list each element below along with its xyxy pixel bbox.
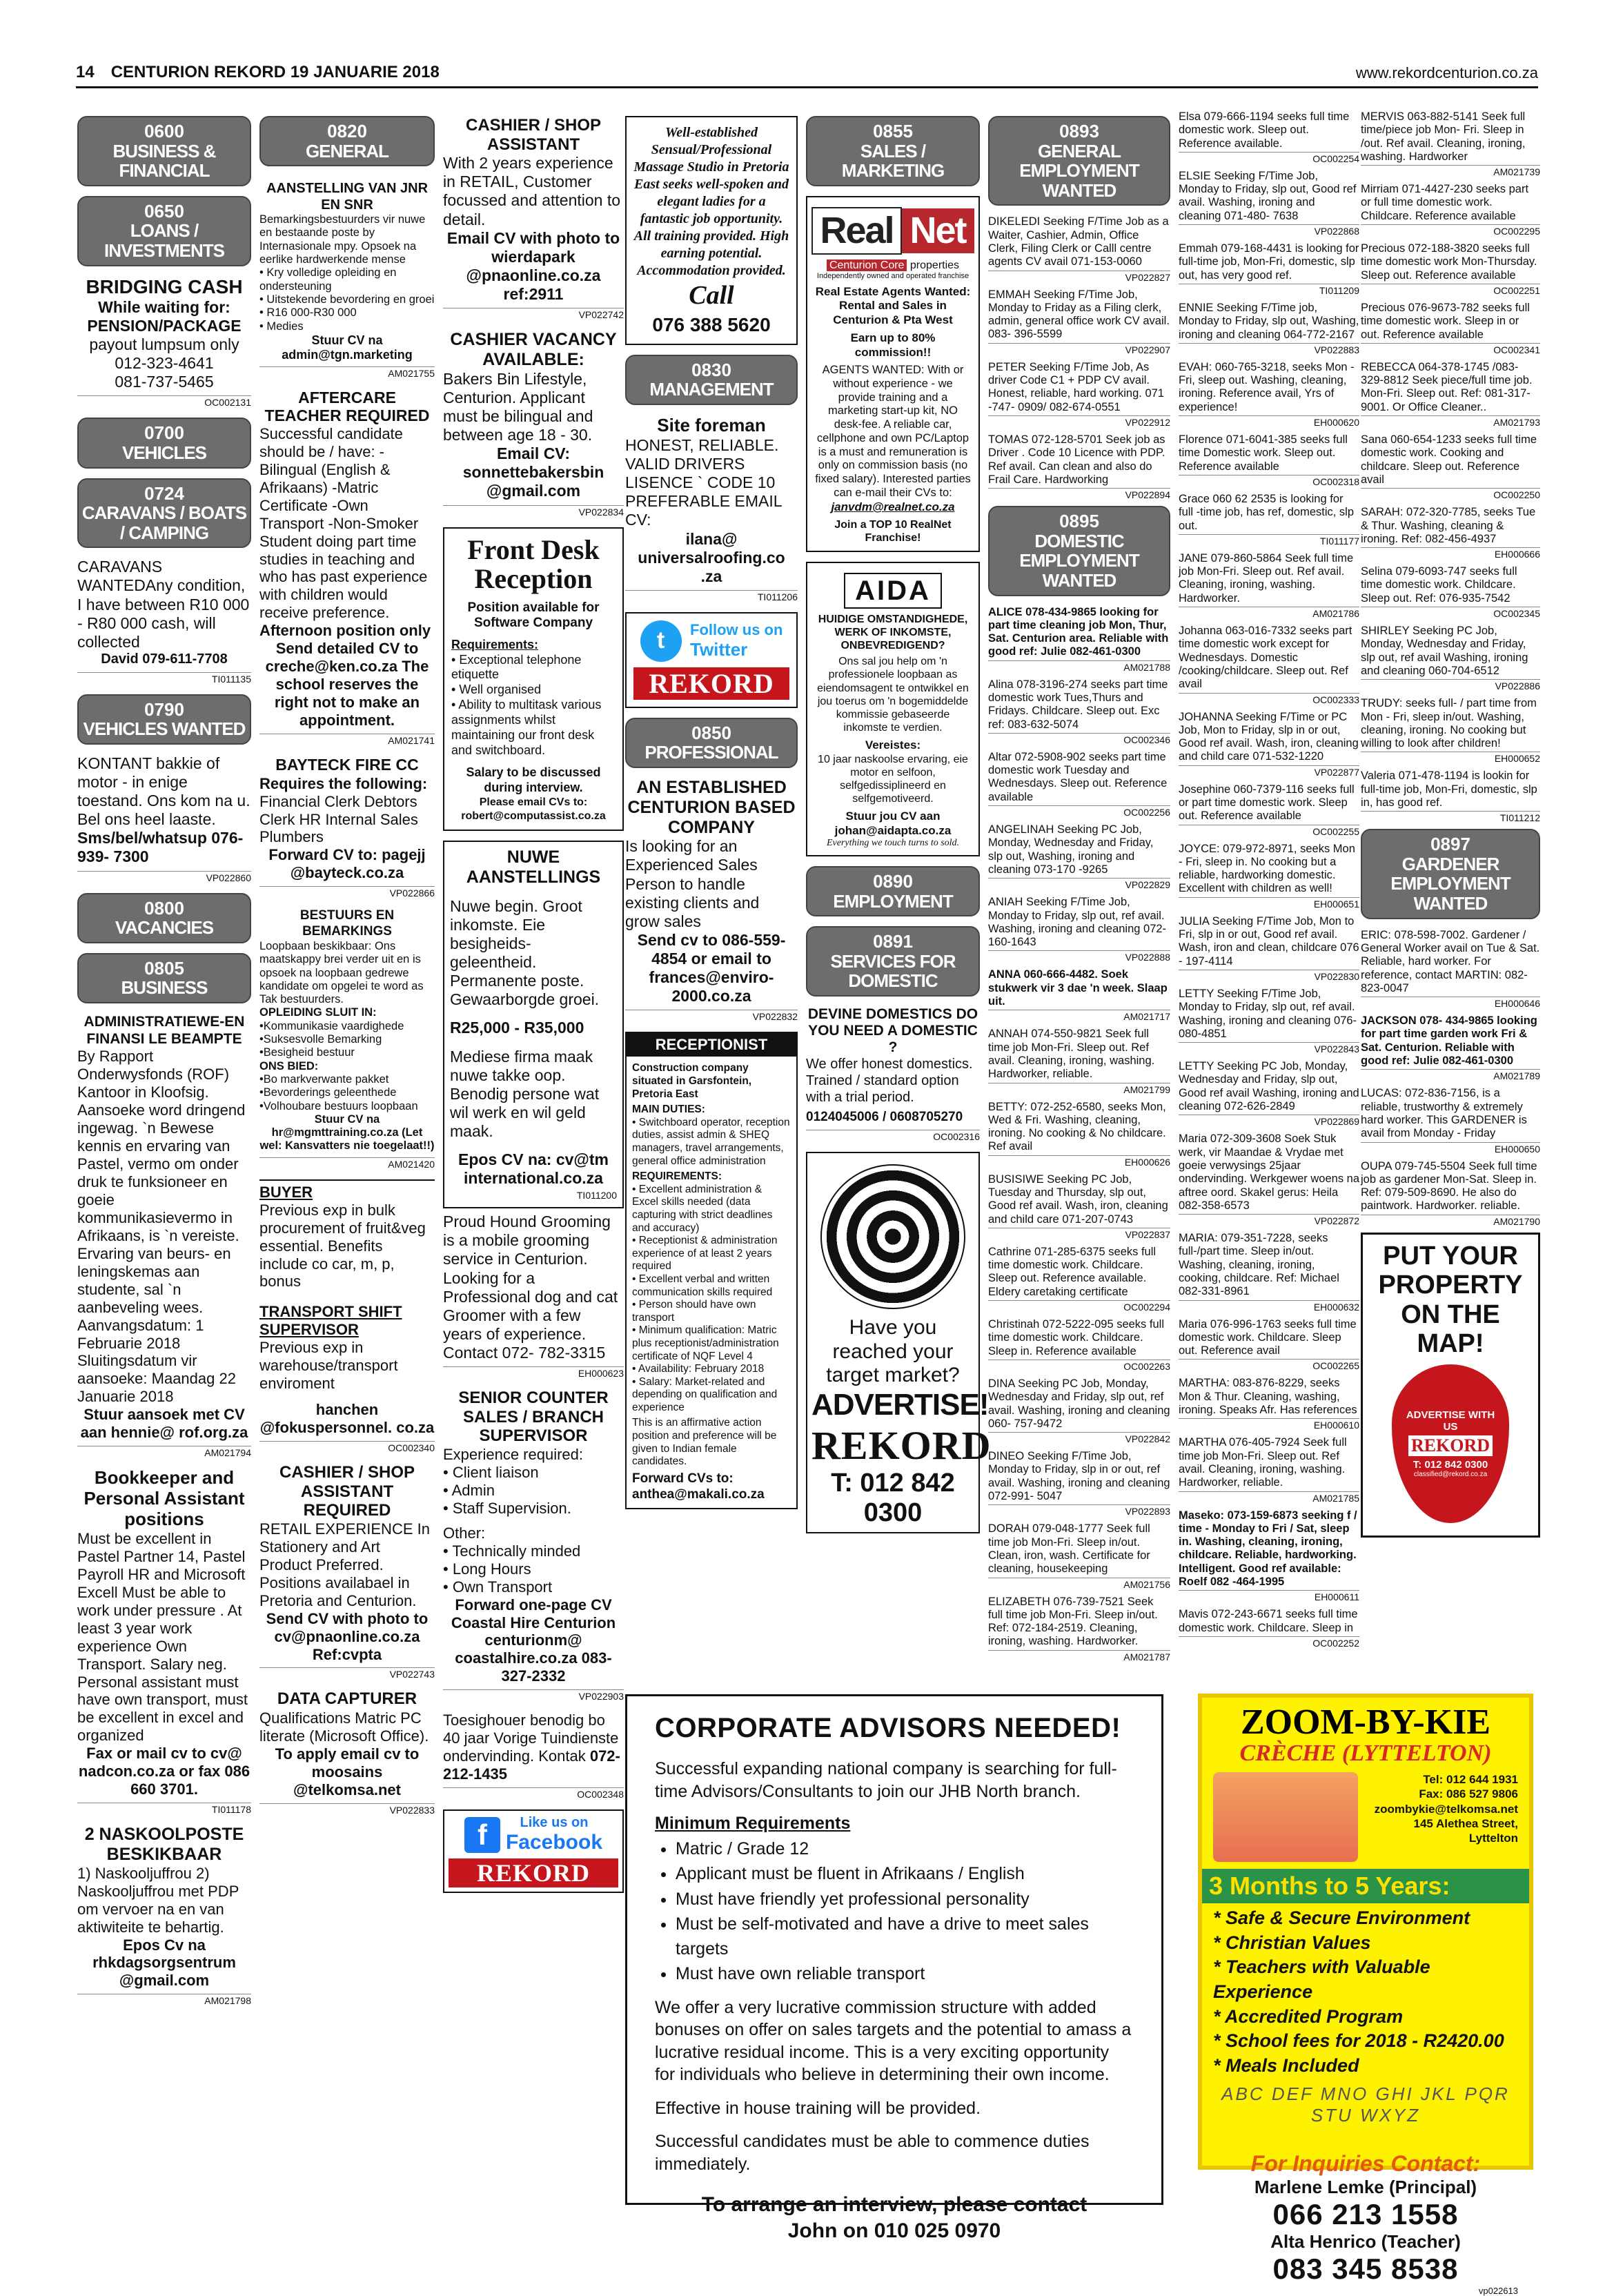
classified-ad: PETER Seeking F/Time Job, As driver Code C1 + PDP CV avail. Honest, reliable, hard working. 071 -747- 0909/ 082-674-0551 [988, 360, 1164, 413]
ad-ref: OC002333 [1179, 693, 1359, 705]
classified-ad: MARTHA 076-405-7924 Seek full time job Mon-Fri. Sleep out. Ref avail. Cleaning, ironing, washing. Hardworker, reliable. [1179, 1436, 1347, 1489]
classified-ad: DEVINE DOMESTICS DO YOU NEED A DOMESTIC ? We offer honest domestics. Trained / standard option with a trial period. 0124045006 / 0608705270 [806, 1006, 978, 1125]
classified-ad: 2 NASKOOLPOSTE BESKIKBAAR 1) Naskooljuffrou 2) Naskooljuffrou met PDP om vervoer na en van aktiwiteite te behartig. Epos Cv na rhkdagsorgsentrum @gmail.com [77, 1825, 244, 1990]
classified-ad: SARAH: 072-320-7785, seeks Tue & Thur. Washing, cleaning & ironing. Ref: 082-456-4937 [1361, 506, 1536, 545]
ad-ref: OC002345 [1361, 607, 1540, 619]
ad-ref: OC002251 [1361, 284, 1540, 296]
classified-ad: LUCAS: 072-836-7156, is a reliable, trustworthy & extremely hard worker. This GARDENER is avail from Monday - Friday [1361, 1087, 1527, 1140]
category-header: 0850 PROFESSIONAL [625, 718, 798, 768]
ad-ref: OC002263 [988, 1360, 1170, 1372]
list-item: • Ability to multitask various assignments whilst maintaining our front desk and switchboard. [451, 698, 616, 758]
ad-ref: EH000611 [1179, 1590, 1359, 1602]
ad-ref: TI011178 [77, 1803, 251, 1815]
classified-ad: Maria 076-996-1763 seeks full time domestic work. Childcare. Sleep out. Reference avail [1179, 1317, 1357, 1357]
front-desk-ad: Front Desk Reception Position available for Software Company Requirements: • Exceptional telephone etiquette • Well organised • Ability to multitask various assignments whilst maintaining our front desk and switchboard. Salary to be discussed during interview. Please email CVs to: robert@computassist.co.za [443, 527, 624, 832]
zoom-contact-phone: 083 345 8538 [1272, 2253, 1459, 2286]
classified-ad: AN ESTABLISHED CENTURION BASED COMPANY Is looking for an Experienced Sales Person to handle existing clients and grow sales Send cv to 086-559-4854 or email to frances@enviro-2000.co.za [625, 778, 796, 1005]
ad-ref: VP022872 [1179, 1214, 1359, 1226]
category-header: 0830 MANAGEMENT [625, 355, 798, 405]
ad-ref: TI011135 [77, 672, 251, 685]
ad-ref: VP022893 [988, 1504, 1170, 1517]
category-header: 0890 EMPLOYMENT [806, 866, 980, 916]
column-4 [625, 116, 798, 1519]
classified-ad: Cathrine 071-285-6375 seeks full time domestic work. Childcare. Sleep out. Reference available. Eldery caretaking certificate [988, 1245, 1157, 1298]
classified-ad: ELIZABETH 076-739-7521 Seek full time job Mon-Fri. Sleep in/out. Ref: 072-184-2519. Cleaning, ironing, washing. Hardworker. [988, 1595, 1158, 1648]
classified-ad: Alina 078-3196-274 seeks part time domestic work Tues,Thurs and Fridays. Childcare. Sleep out. Exc ref: 083-632-5074 [988, 678, 1168, 731]
classified-ad: BESTUURS EN BEMARKINGS Loopbaan beskikbaar: Ons maatskappy brei verder uit en is opsoek na loopbaan gedrewe kandidate om opgelei te word as Tak bestuurders. OPLEIDING SLUIT IN: •Kommunikasie vaardighede •Suksesvolle Bemarking •Besigheid bestuur ONS BIED: •Bo markverwante pakket •Bevorderings geleenthede •Volhoubare bestuurs loopbaan Stuur CV na hr@mgmttraining.co.za (Let wel: Kansvatters nie toegelaat!!) [259, 908, 435, 1152]
ad-ref: AM021756 [988, 1578, 1170, 1590]
classified-ad: CARAVANS WANTEDAny condition, I have between R10 000 - R80 000 cash, will collected David 079-611-7708 [77, 558, 250, 667]
ad-ref: TI011206 [625, 590, 798, 602]
corp-req-heading: Minimum Requirements [655, 1814, 851, 1833]
zoom-by-kie-ad [1198, 1694, 1533, 2296]
zoom-age-range: 3 Months to 5 Years: [1202, 1869, 1529, 1903]
list-item: • Client liaison [443, 1464, 624, 1482]
ad-ref: OC002252 [1179, 1636, 1359, 1649]
classified-ad: CASHIER VACANCY AVAILABLE: Bakers Bin Lifestyle, Centurion. Applicant must be bilingual and between age 18 - 30. Email CV: sonnettebakersbin @gmail.com [443, 330, 617, 500]
list-item: • Salary: Market-related and depending on qualification and experience [632, 1376, 791, 1415]
list-item: • Availability: February 2018 [632, 1363, 791, 1376]
ad-ref: VP022869 [1179, 1115, 1359, 1127]
classified-ad: Josephine 060-7379-116 seeks full or part time domestic work. Sleep out. Reference available [1179, 783, 1355, 823]
list-item: • Admin [443, 1482, 624, 1500]
ad-ref: OC002341 [1361, 343, 1540, 355]
ad-ref: TI011212 [1361, 811, 1540, 823]
list-item: • Must have friendly yet professional personality [676, 1887, 1134, 1912]
ad-ref: OC002294 [988, 1300, 1170, 1313]
ad-ref: TI011209 [1179, 284, 1359, 296]
classified-ad: ERIC: 078-598-7002. Gardener / General Worker avail on Tue & Sat. Reliable, hard worker. For reference, contact MARTIN: 082-823-0047 [1361, 928, 1540, 994]
page-number: 14 [76, 63, 95, 81]
classified-ad: DINA Seeking PC Job, Monday, Wednesday and Friday, slp out, ref avail. Washing, ironing and cleaning 060- 757-9472 [988, 1377, 1170, 1430]
classified-ad: Valeria 071-478-1194 is lookin for full-time job, Mon-Fri, domestic, slp in, has good ref. [1361, 769, 1537, 809]
category-header: 0600 BUSINESS & FINANCIAL [77, 116, 251, 186]
classified-ad: Site foreman HONEST, RELIABLE. VALID DRIVERS LISENCE ` CODE 10 PREFERABLE EMAIL CV: ilana@ universalroofing.co .za [625, 414, 785, 585]
ad-ref: OC002131 [77, 395, 251, 408]
category-header: 0897 GARDENER EMPLOYMENT WANTED [1361, 829, 1540, 919]
classified-ad: Selina 079-6093-747 seeks full time domestic work. Childcare. Sleep out. Ref: 076-935-7542 [1361, 565, 1517, 605]
classified-ad: Altar 072-5908-902 seeks part time domestic work Tuesday and Wednesdays. Sleep out. Reference available [988, 750, 1168, 803]
classified-ad: Maria 072-309-3608 Soek Stuk werk, vir Maandae & Vrydae met goeie verwysings 25jaar ondervinding. Werkgewer woens na aftree oord. Skakel gerus: Heila 082-358-6573 [1179, 1132, 1360, 1212]
ad-ref: OC002348 [443, 1787, 624, 1800]
put-property-promo[interactable]: PUT YOUR PROPERTY ON THE MAP! ADVERTISE WITH US REKORD T: 012 842 0300 classified@rekord.co.za [1361, 1233, 1540, 1538]
ad-ref: VP022877 [1179, 765, 1359, 778]
ad-ref: VP022829 [988, 878, 1170, 890]
zoom-email: zoombykie@telkomsa.net [1374, 1802, 1518, 1816]
zoom-feature: * Accredited Program [1213, 2005, 1404, 2027]
ad-ref: TI011200 [576, 1190, 617, 1201]
ad-ref: AM021755 [259, 366, 435, 379]
classified-ad: MARIA: 079-351-7228, seeks full-/part time. Sleep in/out. Washing, cleaning, ironing, cooking, childcare. Ref: Michael 082-331-8961 [1179, 1232, 1339, 1298]
ad-ref: OC002340 [259, 1441, 435, 1453]
classified-ad: EMMAH Seeking F/Time Job, Monday to Friday as a Filing clerk, admin, general office work CV avail. 083- 396-5599 [988, 288, 1170, 341]
classified-ad: ALICE 078-434-9865 looking for part time cleaning job Mon, Thur, Sat. Centurion area. Reliable with good ref: Julie 082-461-0300 [988, 605, 1169, 658]
ad-ref: AM021788 [988, 660, 1170, 673]
category-header: 0650 LOANS / INVESTMENTS [77, 196, 251, 266]
column-2 [259, 116, 435, 1825]
zoom-contact-name: Marlene Lemke (Principal) [1254, 2177, 1477, 2198]
zoom-fax: Fax: 086 527 9806 [1419, 1787, 1518, 1801]
ad-ref: VP022827 [988, 271, 1170, 283]
classified-ad: ADMINISTRATIEWE-EN FINANSI LE BEAMPTE By Rapport Onderwysfonds (ROF) Kantoor in Kloofsig. Aansoeke word dringend ingewag. `n Bewese kennis en ervaring van Pastel, vermo om onder druk te funksioneer en goeie kommunikasievermo in Afrikaans, is `n vereiste. Ervaring van beurs- en leningskemas aan studente, sal `n aanbeveling wees. Aanvangsdatum: 1 Februarie 2018 Sluitingsdatum vir aansoeke: Maandag 22 Januarie 2018 Stuur aansoek met CV aan hennie@ rof.org.za [77, 1013, 248, 1442]
paper-title: CENTURION REKORD 19 JANUARIE 2018 [110, 63, 440, 81]
ad-ref: VP022833 [259, 1803, 435, 1816]
ad-ref: AM021420 [259, 1157, 435, 1170]
corp-intro: Successful expanding national company is searching for full-time Advisors/Consultants to join our JHB North branch. [655, 1759, 1117, 1801]
ad-ref: OC002346 [988, 733, 1170, 745]
ad-ref: VP022843 [1179, 1042, 1359, 1054]
classified-ad: Grace 060 62 2535 is looking for full -time job, has ref, domestic, slp out. [1179, 492, 1355, 532]
classified-ad: Maseko: 073-159-6873 seeking f / time - Monday to Fri / Sat, sleep in. Washing, cleaning, ironing, childcare. Reliable, hardworking. Intelligent. Good ref available: Roelf 082 -464-1995 [1179, 1509, 1357, 1589]
category-header: 0891 SERVICES FOR DOMESTIC [806, 926, 980, 997]
ad-ref: VP022866 [259, 886, 435, 899]
ad-ref: AM021790 [1361, 1215, 1540, 1227]
category-header: 0700 VEHICLES [77, 418, 251, 468]
corp-text: Effective in house training will be provided. [655, 2098, 981, 2118]
ad-ref: VP022868 [1179, 224, 1359, 237]
classified-ad: Proud Hound Grooming is a mobile grooming service in Centurion. Looking for a Professional dog and cat Groomer with a few years of experience. Contact 072- 782-3315 [443, 1213, 618, 1362]
classified-ad: Emmah 079-168-4431 is looking for full-time job, Mon-Fri, domestic, slp out, has very good ref. [1179, 242, 1359, 282]
zoom-title: ZOOM-BY-KIE [1240, 1703, 1491, 1742]
ad-ref: EH000650 [1361, 1142, 1540, 1155]
ad-ref: VP022830 [1179, 970, 1359, 982]
list-item: • Excellent verbal and written communication skills required [632, 1273, 791, 1299]
classified-ad: BAYTECK FIRE CC Requires the following: Financial Clerk Debtors Clerk HR Internal Sales Plumbers Forward CV to: pagejj @bayteck.co.za [259, 756, 428, 882]
ad-ref: OC002250 [1361, 488, 1540, 500]
classified-ad: Precious 072-188-3820 seeks full time domestic work Mon-Thursday. Sleep out. Reference available [1361, 242, 1537, 282]
classified-ad: MARTHA: 083-876-8229, seeks Mon & Thur. Cleaning, washing, ironing. Speaks Afr. Has references [1179, 1377, 1357, 1417]
ad-ref: OC002255 [1179, 825, 1359, 837]
column-6 [988, 116, 1170, 1668]
site-url[interactable]: www.rekordcenturion.co.za [1355, 64, 1538, 81]
page-header [76, 61, 1538, 88]
ad-ref: AM021741 [259, 734, 435, 746]
category-header: 0893 GENERAL EMPLOYMENT WANTED [988, 116, 1170, 206]
ad-ref: VP022888 [988, 950, 1170, 963]
column-8 [1361, 110, 1540, 1538]
classified-ad: OUPA 079-745-5504 Seek full time job as gardener Mon-Sat. Sleep in. Ref: 079-509-8690. He also do paintwork. Hardworker. reliable. [1361, 1159, 1537, 1213]
classified-ad: Elsa 079-666-1194 seeks full time domestic work. Sleep out. Reference available. [1179, 110, 1350, 150]
classified-ad: LETTY Seeking F/Time Job, Monday to Friday, slp out, ref avail. Washing, ironing and cleaning 076-080-4851 [1179, 987, 1357, 1040]
classified-ad: CASHIER / SHOP ASSISTANT With 2 years experience in RETAIL, Customer focussed and attention to detail. Email CV with photo to wierdapark @pnaonline.co.za ref:2911 [443, 116, 621, 304]
ad-ref: OC002295 [1361, 224, 1540, 237]
ad-ref: VP022883 [1179, 343, 1359, 355]
ad-ref: VP022912 [988, 415, 1170, 428]
aida-ad: AIDA HUIDIGE OMSTANDIGHEDE, WERK OF INKOMSTE, ONBEVREDIGEND? Ons sal jou help om 'n professionele loopbaan as eiendomsagent te ontwikkel en jou toerus om 'n bogemiddelde kommissie gebaseerde inkomste te verdien. Vereistes: 10 jaar naskoolse ervaring, eie motor en selfoon, selfgedissiplineerd en selfgemotiveerd. Stuur jou CV aan johan@aidapta.co.za Everything we touch turns to sold. [806, 562, 980, 856]
category-header: 0820 GENERAL [259, 116, 435, 166]
list-item: • Kry volledige opleiding en ondersteuning [259, 266, 435, 293]
classified-ad: JULIA Seeking F/Time Job, Mon to Fri, slp in or out, Good ref avail. Wash, iron and clean, childcare 076 - 197-4114 [1179, 914, 1359, 968]
classified-ad: BETTY: 072-252-6580, seeks Mon, Wed & Fri. Washing, cleaning, ironing. No cooking & No childcare. Ref avail [988, 1100, 1166, 1153]
ad-ref: VP022860 [77, 871, 251, 883]
category-header: 0724 CARAVANS / BOATS / CAMPING [77, 478, 251, 549]
list-item: • Applicant must be fluent in Afrikaans / English [676, 1861, 1134, 1886]
ad-ref: AM021739 [1361, 165, 1540, 177]
realnet-ad: Real Net Centurion Core properties Independently owned and operated franchise Real Estate Agents Wanted: Rental and Sales in Centurion & Pta West Earn up to 80% commission!! AGENTS WANTED: With or without experience - we provide training and a marketing start-up kit, NO desk-fee. A reliable car, cellphone and own PC/Laptop is a must and remuneration is only on commission basis (no fixed salary). Interested parties can e-mail their CVs to: janvdm@realnet.co.za Join a TOP 10 RealNet Franchise! [806, 196, 980, 552]
ad-ref: EH000646 [1361, 997, 1540, 1009]
zoom-tel: Tel: 012 644 1931 [1423, 1773, 1518, 1786]
classified-ad: ENNIE Seeking F/Time job, Monday to Friday, slp out, Washing, ironing and cleaning 064-772-2167 [1179, 301, 1359, 341]
ad-ref: EH000610 [1179, 1418, 1359, 1431]
twitter-icon: t [640, 620, 682, 662]
receptionist-ad: RECEPTIONIST Construction company situated in Garsfontein, Pretoria East MAIN DUTIES: • Switchboard operator, reception duties, assist admin & SHEQ managers, travel arrangements, general office administration REQUIREMENTS: • Excellent administration & Excel skills needed (data capturing with strict deadlines and accuracy) • Receptionist & administration experience of at least 2 years required • Excellent verbal and written communication skills required • Person should have own transport • Minimum qualification: Matric plus receptionist/administration certificate of NQF Level 4 • Availability: February 2018 • Salary: Market-related and depending on qualification and experience This is an affirmative action position and preference will be given to Indian female candidates. Forward CVs to: anthea@makali.co.za [625, 1032, 798, 1509]
ad-ref: VP022903 [443, 1689, 624, 1702]
category-header: 0790 VEHICLES WANTED [77, 694, 251, 745]
list-item: • Long Hours [443, 1560, 624, 1578]
ad-ref: OC002318 [1179, 475, 1359, 487]
classified-ad: BUYER Previous exp in bulk procurement of fruit&veg essential. Benefits include co car, m, p, bonus TRANSPORT SHIFT SUPERVISOR Previous exp in warehouse/transport enviroment hanchen @fokuspersonnel. co.za [259, 1179, 435, 1437]
corp-cta-contact: John on 010 025 0970 [787, 2219, 1001, 2242]
classified-ad: BRIDGING CASH While waiting for: PENSION/PACKAGE payout lumpsum only 012-323-4641 081-737-5465 [86, 275, 243, 391]
corporate-advisors-ad [625, 1694, 1163, 2242]
ad-ref: OC002265 [1179, 1359, 1359, 1371]
classified-ad: ANIAH Seeking F/Time Job, Monday to Friday, slp out, ref avail. Washing, ironing and cleaning 072-160-1643 [988, 896, 1167, 949]
classified-ad: NUWE AANSTELLINGS Nuwe begin. Groot inkomste. Eie besigheids-geleentheid. Permanente poste. Gewaarborgde groei. R25,000 - R35,000 Mediese firma maak nuwe takke oop. Benodig persone wat wil werk en wil geld maak. Epos CV na: cv@tm international.co.za TI011200 [443, 841, 624, 1208]
classified-ad: BUSISIWE Seeking PC Job, Tuesday and Thursday, slp out, Good ref avail. Wash, iron, cleaning and child care 071-207-0743 [988, 1172, 1168, 1226]
dartboard-icon [820, 1164, 965, 1309]
classified-ad: Bookkeeper and Personal Assistant positions Must be excellent in Pastel Partner 14, Pastel Payroll HR and Microsoft Excell Must be able to work under pressure . At least 3 year work experience Own Transport. Salary neg. Personal assistant must have own transport, must be excellent in excel and organized Fax or mail cv to cv@ nadcon.co.za or fax 086 660 3701. [77, 1467, 250, 1798]
column-5 [806, 116, 992, 1533]
classified-ad: TOMAS 072-128-5701 Seek job as Driver . Code 10 Licence with PDP. Ref avail. Can clean and also do Frail Care. Hardworking [988, 433, 1165, 486]
column-3 [443, 116, 624, 1903]
column-7 [1179, 110, 1359, 1654]
classified-ad: JANE 079-860-5864 Seek full time job Mon-Fri. Sleep out. Ref avail. Cleaning, ironing, washing. Hardworker. [1179, 551, 1354, 605]
classified-ad: Toesighouer benodig bo 40 jaar Vorige Tuindienste ondervinding. Kontak 072-212-1435 [443, 1711, 620, 1783]
classified-ad: JOHANNA Seeking F/Time or PC Job, Mon to Friday, slp in or out, Good ref avail. Wash, iron, cleaning and child care 071-532-1220 [1179, 710, 1359, 763]
list-item: • Own Transport [443, 1578, 624, 1596]
ad-ref: AM021785 [1179, 1491, 1359, 1504]
classified-ad: ELSIE Seeking F/Time Job, Monday to Friday, slp out, Good ref avail. Washing, ironing and cleaning 071-480- 7638 [1179, 169, 1357, 222]
classified-ad: Christinah 072-5222-095 seeks full time domestic work. Childcare. Sleep in. Reference available [988, 1318, 1164, 1357]
ad-ref: AM021789 [1361, 1069, 1540, 1081]
abc-decoration: ABC DEF MNO GHI JKL PQR STU WXYZ [1221, 2083, 1510, 2126]
ad-ref: VP022907 [988, 343, 1170, 355]
classified-ad: Sana 060-654-1233 seeks full time domestic work. Cooking and childcare. Sleep out. Reference avail [1361, 433, 1537, 486]
list-item: • Must be self-motivated and have a drive to meet sales targets [676, 1912, 1134, 1962]
list-item: • Exceptional telephone etiquette [451, 653, 616, 683]
zoom-feature: * Christian Values [1213, 1932, 1371, 1953]
ad-ref: AM021717 [988, 1010, 1170, 1022]
twitter-promo[interactable]: t Follow us on Twitter REKORD [625, 612, 798, 708]
ad-ref: AM021798 [77, 1994, 251, 2006]
list-item: • Switchboard operator, reception duties, assist admin & SHEQ managers, travel arrangements, general office administration [632, 1117, 791, 1168]
corp-cta: To arrange an interview, please contact [701, 2193, 1088, 2216]
ad-ref: OC002254 [1179, 152, 1359, 164]
ad-ref: TI011177 [1179, 534, 1359, 547]
classified-ad: Florence 071-6041-385 seeks full time Domestic work. Sleep out. Reference available [1179, 433, 1348, 473]
zoom-feature: * Safe & Secure Environment [1213, 1907, 1470, 1928]
zoom-feature: * School fees for 2018 - R2420.00 [1213, 2030, 1504, 2052]
map-pin-icon: ADVERTISE WITH US REKORD T: 012 842 0300 classified@rekord.co.za [1392, 1364, 1509, 1523]
list-item: • Excellent administration & Excel skills needed (data capturing with strict deadlines and accuracy) [632, 1184, 791, 1235]
category-header: 0805 BUSINESS [77, 953, 251, 1003]
classified-ad: Mirriam 071-4427-230 seeks part or full time domestic work. Childcare. Reference available [1361, 183, 1529, 222]
list-item: • Medies [259, 320, 435, 333]
advertise-promo[interactable]: Have you reached your target market? ADVERTISE! REKORD T: 012 842 0300 [806, 1152, 980, 1533]
classified-ad: AFTERCARE TEACHER REQUIRED Successful candidate should be / have: -Bilingual (English & Afrikaans) -Matric Certificate -Own Transport -Non-Smoker Student doing part time studies in teaching and who has past experience with children would receive preference. Afternoon position only Send detailed CV to creche@ken.co.za The school reserves the right not to make an appointment. [259, 388, 431, 729]
classified-ad: KONTANT bakkie of motor - in enige toestand. Ons kom na u. Bel ons heel laaste. Sms/bel/whatsup 076-939- 7300 [77, 754, 250, 866]
classified-ad: ANGELINAH Seeking PC Job, Monday, Wednesday and Friday, slp out, Washing, ironing and cleaning 073-170 -9265 [988, 823, 1154, 876]
ad-ref: VP022842 [988, 1432, 1170, 1444]
classified-ad: DIKELEDI Seeking F/Time Job as a Waiter, Cashier, Admin, Office Clerk, Filing Clerk or Calll centre agents CV avail 071-153-0060 [988, 215, 1169, 268]
ad-ref: VP022832 [625, 1010, 798, 1022]
facebook-promo[interactable]: f Like us on Facebook REKORD [443, 1809, 624, 1893]
classified-ad: EVAH: 060-765-3218, seeks Mon - Fri, sleep out. Washing, cleaning, ironing. Reference avail, Yrs of experience! [1179, 360, 1355, 413]
ad-ref: OC002256 [988, 805, 1170, 818]
classified-ad: SHIRLEY Seeking PC Job, Monday, Wednesday and Friday, slp out, ref avail Washing, ironing and cleaning 060-704-6512 [1361, 625, 1528, 677]
list-item: • Uitstekende bevordering en groei [259, 293, 435, 306]
ad-ref: VP022834 [443, 505, 624, 518]
facebook-icon: f [464, 1817, 500, 1853]
ad-ref: EH000666 [1361, 547, 1540, 560]
children-image [1213, 1772, 1358, 1862]
ad-ref: EH000623 [443, 1366, 624, 1379]
ad-ref: OC002316 [806, 1130, 980, 1142]
category-header: 0855 SALES / MARKETING [806, 116, 980, 186]
ad-ref: AM021786 [1179, 607, 1359, 619]
ad-ref: EH000652 [1361, 752, 1540, 764]
ad-ref: VP022742 [443, 308, 624, 320]
list-item: • R16 000-R30 000 [259, 306, 435, 320]
zoom-feature: * Teachers with Valuable Experience [1213, 1956, 1430, 2002]
classified-ad: Well-established Sensual/Professional Massage Studio in Pretoria East seeks well-spoken and elegant ladies for a fantastic job opportunity. All training provided. High earning potential. Accommodation provided. Call 076 388 5620 [625, 116, 798, 345]
ad-ref: AM021793 [1361, 415, 1540, 428]
list-item: • Person should have own transport [632, 1299, 791, 1324]
ad-ref: VP022743 [259, 1667, 435, 1680]
list-item: • Technically minded [443, 1542, 624, 1560]
classified-ad: ANNA 060-666-4482. Soek stukwerk vir 3 dae 'n week. Slaap uit. [988, 968, 1168, 1008]
corp-text: Successful candidates must be able to commence duties immediately. [655, 2132, 1090, 2174]
ad-ref: EH000632 [1179, 1300, 1359, 1313]
ad-ref: EH000651 [1179, 897, 1359, 910]
classified-ad: JACKSON 078- 434-9865 looking for part time garden work Fri & Sat. Centurion. Reliable with good ref: Julie 082-461-0300 [1361, 1014, 1537, 1068]
classified-ad: Mavis 072-243-6671 seeks full time domestic work. Childcare. Sleep in [1179, 1608, 1358, 1634]
ad-ref: VP022886 [1361, 679, 1540, 691]
classified-ad: Johanna 063-016-7332 seeks part time domestic work except for Wednesdays. Domestic /cooking/childcare. Sleep out. Ref avail [1179, 625, 1352, 691]
ad-ref: vp022613 [1478, 2286, 1518, 2296]
ad-ref: AM021799 [988, 1083, 1170, 1095]
list-item: • Staff Supervision. [443, 1500, 624, 1518]
ad-ref: AM021794 [77, 1446, 251, 1458]
classified-ad: DORAH 079-048-1777 Seek full time job Mon-Fri. Sleep in/out. Clean, iron, wash. Certificate for cleaning, housekeeping [988, 1522, 1150, 1576]
zoom-contact-name: Alta Henrico (Teacher) [1270, 2231, 1461, 2253]
classified-ad: MERVIS 063-882-5141 Seek full time/piece job Mon- Fri. Sleep in /out. Ref avail. Cleaning, ironing, washing. Hardworker [1361, 110, 1526, 163]
category-header: 0895 DOMESTIC EMPLOYMENT WANTED [988, 506, 1170, 596]
ad-ref: EH000620 [1179, 415, 1359, 428]
zoom-contact-phone: 066 213 1558 [1272, 2198, 1459, 2231]
corp-text: We offer a very lucrative commission structure with added bonuses on offer on sales targets and the potential to amass a lucrative residual income. This is a very exciting opportunity for individuals who believe in determining their own income. [655, 1997, 1132, 2084]
list-item: • Well organised [451, 683, 616, 698]
category-header: 0800 VACANCIES [77, 893, 251, 943]
corp-title: CORPORATE ADVISORS NEEDED! [655, 1713, 1121, 1743]
aida-logo: AIDA [844, 573, 942, 609]
ad-ref: EH000626 [988, 1155, 1170, 1168]
ad-ref: VP022837 [988, 1228, 1170, 1240]
ad-ref: VP022894 [988, 488, 1170, 500]
classified-ad: LETTY Seeking PC Job, Monday, Wednesday and Friday, slp out, Good ref avail Washing, ironing and cleaning 072-626-2849 [1179, 1060, 1359, 1113]
zoom-inquiries: For Inquiries Contact: [1250, 2151, 1481, 2177]
list-item: • Matric / Grade 12 [676, 1836, 1134, 1861]
classified-ad: ANNAH 074-550-9821 Seek full time job Mon-Fri. Sleep out. Ref avail. Cleaning, ironing, washing. Hardworker, reliable. [988, 1028, 1155, 1081]
classified-ad: DINEO Seeking F/Time Job, Monday to Friday, slp in or out, ref avail. Washing, ironing and cleaning 072-991- 5047 [988, 1450, 1170, 1503]
classified-ad: JOYCE: 079-972-8971, seeks Mon - Fri, sleep in. No cooking but a reliable, hardworking domestic. Excellent with children as well! [1179, 842, 1355, 895]
ad-ref: AM021787 [988, 1650, 1170, 1662]
classified-ad: AANSTELLING VAN JNR EN SNR Bemarkingsbestuurders vir nuwe en bestaande poste by Internasionale mpy. Opsoek na eerlike hardwerkende mense • Kry volledige opleiding en ondersteuning • Uitstekende bevordering en groei • R16 000-R30 000 • Medies Stuur CV na admin@tgn.marketing [259, 180, 435, 362]
realnet-logo: Real Net [813, 207, 973, 255]
list-item: • Receptionist & administration experience of at least 2 years required [632, 1235, 791, 1273]
list-item: • Must have own reliable transport [676, 1961, 1134, 1986]
classified-ad: REBECCA 064-378-1745 /083-329-8812 Seek piece/full time job. Mon-Fri. Sleep out. Ref: 081-317-9001. Or Office Cleaner.. [1361, 360, 1533, 413]
classified-ad: CASHIER / SHOP ASSISTANT REQUIRED RETAIL EXPERIENCE In Stationery and Art Product Preferred. Positions availabael in Pretoria and Centurion. Send CV with photo to cv@pnaonline.co.za Ref:cvpta [259, 1463, 430, 1663]
list-item: • Minimum qualification: Matric plus receptionist/administration certificate of NQF Level 4 [632, 1324, 791, 1363]
classified-ad: TRUDY: seeks full- / part time from Mon - Fri, sleep in/out. Washing, cleaning, ironing. No cooking but willing to look after children! [1361, 697, 1537, 750]
zoom-feature: * Meals Included [1213, 2054, 1359, 2076]
zoom-address: 145 Alethea Street, Lyttelton [1413, 1816, 1518, 1845]
classified-ad: DATA CAPTURER Qualifications Matric PC literate (Microsoft Office). To apply email cv to moosains @telkomsa.net [259, 1689, 429, 1799]
zoom-subtitle: CRÈCHE (LYTTELTON) [1239, 1740, 1492, 1766]
classified-ad: SENIOR COUNTER SALES / BRANCH SUPERVISOR Experience required: • Client liaison • Admin • Staff Supervision. Other: • Technically minded • Long Hours • Own Transport Forward one-page CV Coastal Hire Centurion centurionm@ coastalhire.co.za 083-327-2332 [443, 1389, 624, 1685]
column-1 [77, 116, 251, 2016]
classified-ad: Precious 076-9673-782 seeks full time domestic work. Sleep in or out. Reference available [1361, 301, 1530, 341]
